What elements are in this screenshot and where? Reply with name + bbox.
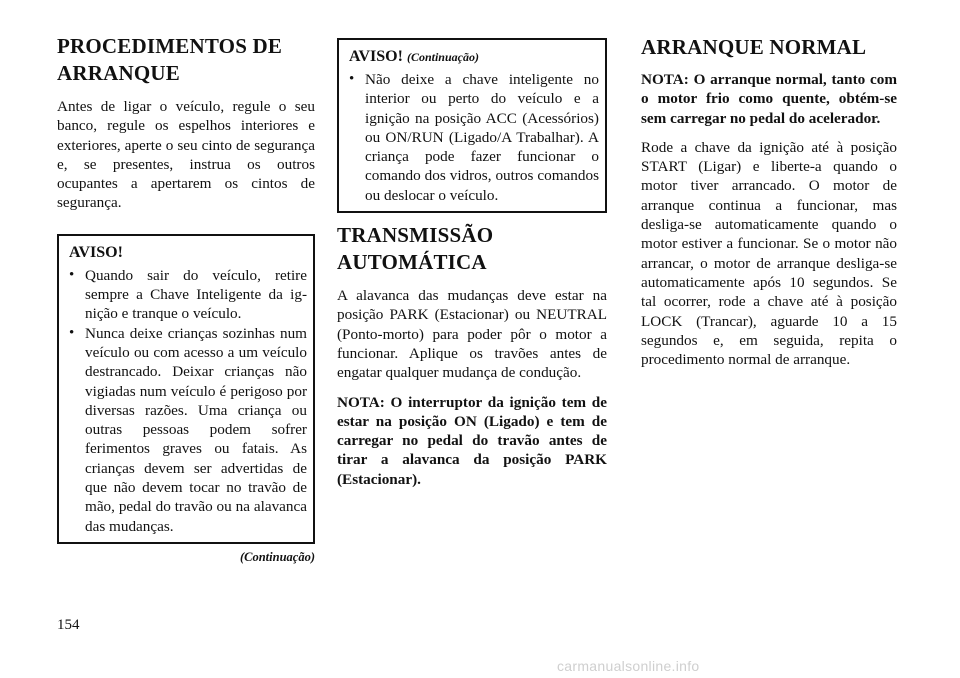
transmission-paragraph: A alavanca das mudanças deve estar na posição PARK (Estacionar) ou NEUTRAL (Ponto-morto) para poder pôr o motor a funcionar. Aplique os travões antes de engatar qualquer mudança de condução. bbox=[337, 287, 607, 382]
warning-item: • Não deixe a chave inteligente no interior ou perto do veículo e a ignição na posição ACC (Acessórios) ou ON/RUN (Ligado/A Trabalhar). A criança pode fazer funcionar o comando dos vidros, outros comandos ou deslocar o veículo. bbox=[349, 70, 599, 205]
warning-title-continuation: (Continuação) bbox=[406, 50, 479, 64]
intro-paragraph: Antes de ligar o veículo, regule o seu banco, regule os espelhos interiores e exteriores, aperte o seu cinto de segurança e, se presentes, instrua os outros ocupantes a apertarem os cintos de segurança. bbox=[57, 98, 315, 212]
warning-title bbox=[349, 47, 599, 67]
warning-box-continued bbox=[337, 38, 607, 213]
heading-line-1: TRANSMISSÃO bbox=[337, 223, 494, 248]
warning-list bbox=[349, 70, 599, 205]
heading-starting-procedures bbox=[57, 33, 315, 87]
transmission-note: NOTA: O interruptor da ignição tem de estar na posição ON (Ligado) e tem de carregar no pedal do travão antes de tirar a alavanca da posição PARK (Estacionar). bbox=[337, 393, 607, 488]
warning-title-text: AVISO! bbox=[349, 48, 403, 65]
normal-start-note: NOTA: O arranque normal, tanto com o motor frio como quente, obtém-se sem carregar no pedal do acelerador. bbox=[641, 71, 897, 127]
warning-title: AVISO! bbox=[69, 243, 123, 261]
warning-list bbox=[69, 266, 307, 536]
warning-item: • Nunca deixe crianças sozinhas num veículo ou com acesso a um veículo destrancado. Deixar crianças não vigiadas num veículo é perigoso por diversas razões. Uma criança ou outras pessoas podem sofrer ferimentos graves ou fatais. As crianças devem ser advertidas de que não devem tocar no travão de mão, pedal do travão ou na alavanca das mudanças. bbox=[69, 324, 307, 536]
continuation-note: (Continuação) bbox=[239, 549, 315, 564]
heading-line-2: ARRANQUE bbox=[57, 61, 180, 85]
heading-line-2: AUTOMÁTICA bbox=[337, 250, 487, 275]
column-right bbox=[641, 0, 897, 369]
heading-automatic-transmission bbox=[337, 222, 607, 276]
warning-box bbox=[57, 234, 315, 544]
heading-line-1: PROCEDIMENTOS DE bbox=[57, 34, 283, 58]
column-left bbox=[57, 0, 315, 565]
warning-item: • Quando sair do veículo, retire sempre a Chave Inteligente da ignição e tranque o veículo. bbox=[69, 266, 307, 324]
column-middle bbox=[337, 0, 607, 489]
page-number: 154 bbox=[57, 617, 80, 633]
normal-start-paragraph: Rode a chave da ignição até à posição START (Ligar) e liberte-a quando o motor tiver arrancado. O motor de arranque continua a funcionar, mas desliga-se automaticamente quando o motor estiver a funcionar. Se o motor não arrancar, o motor de arranque desliga-se automaticamente após 10 segundos. Se tal ocorrer, rode a chave até à posição LOCK (Trancar), aguarde 10 a 15 segundos e, em seguida, repita o procedimento normal de arranque. bbox=[641, 138, 897, 369]
watermark: carmanualsonline.info bbox=[557, 658, 700, 674]
heading-normal-start: ARRANQUE NORMAL bbox=[641, 35, 867, 59]
